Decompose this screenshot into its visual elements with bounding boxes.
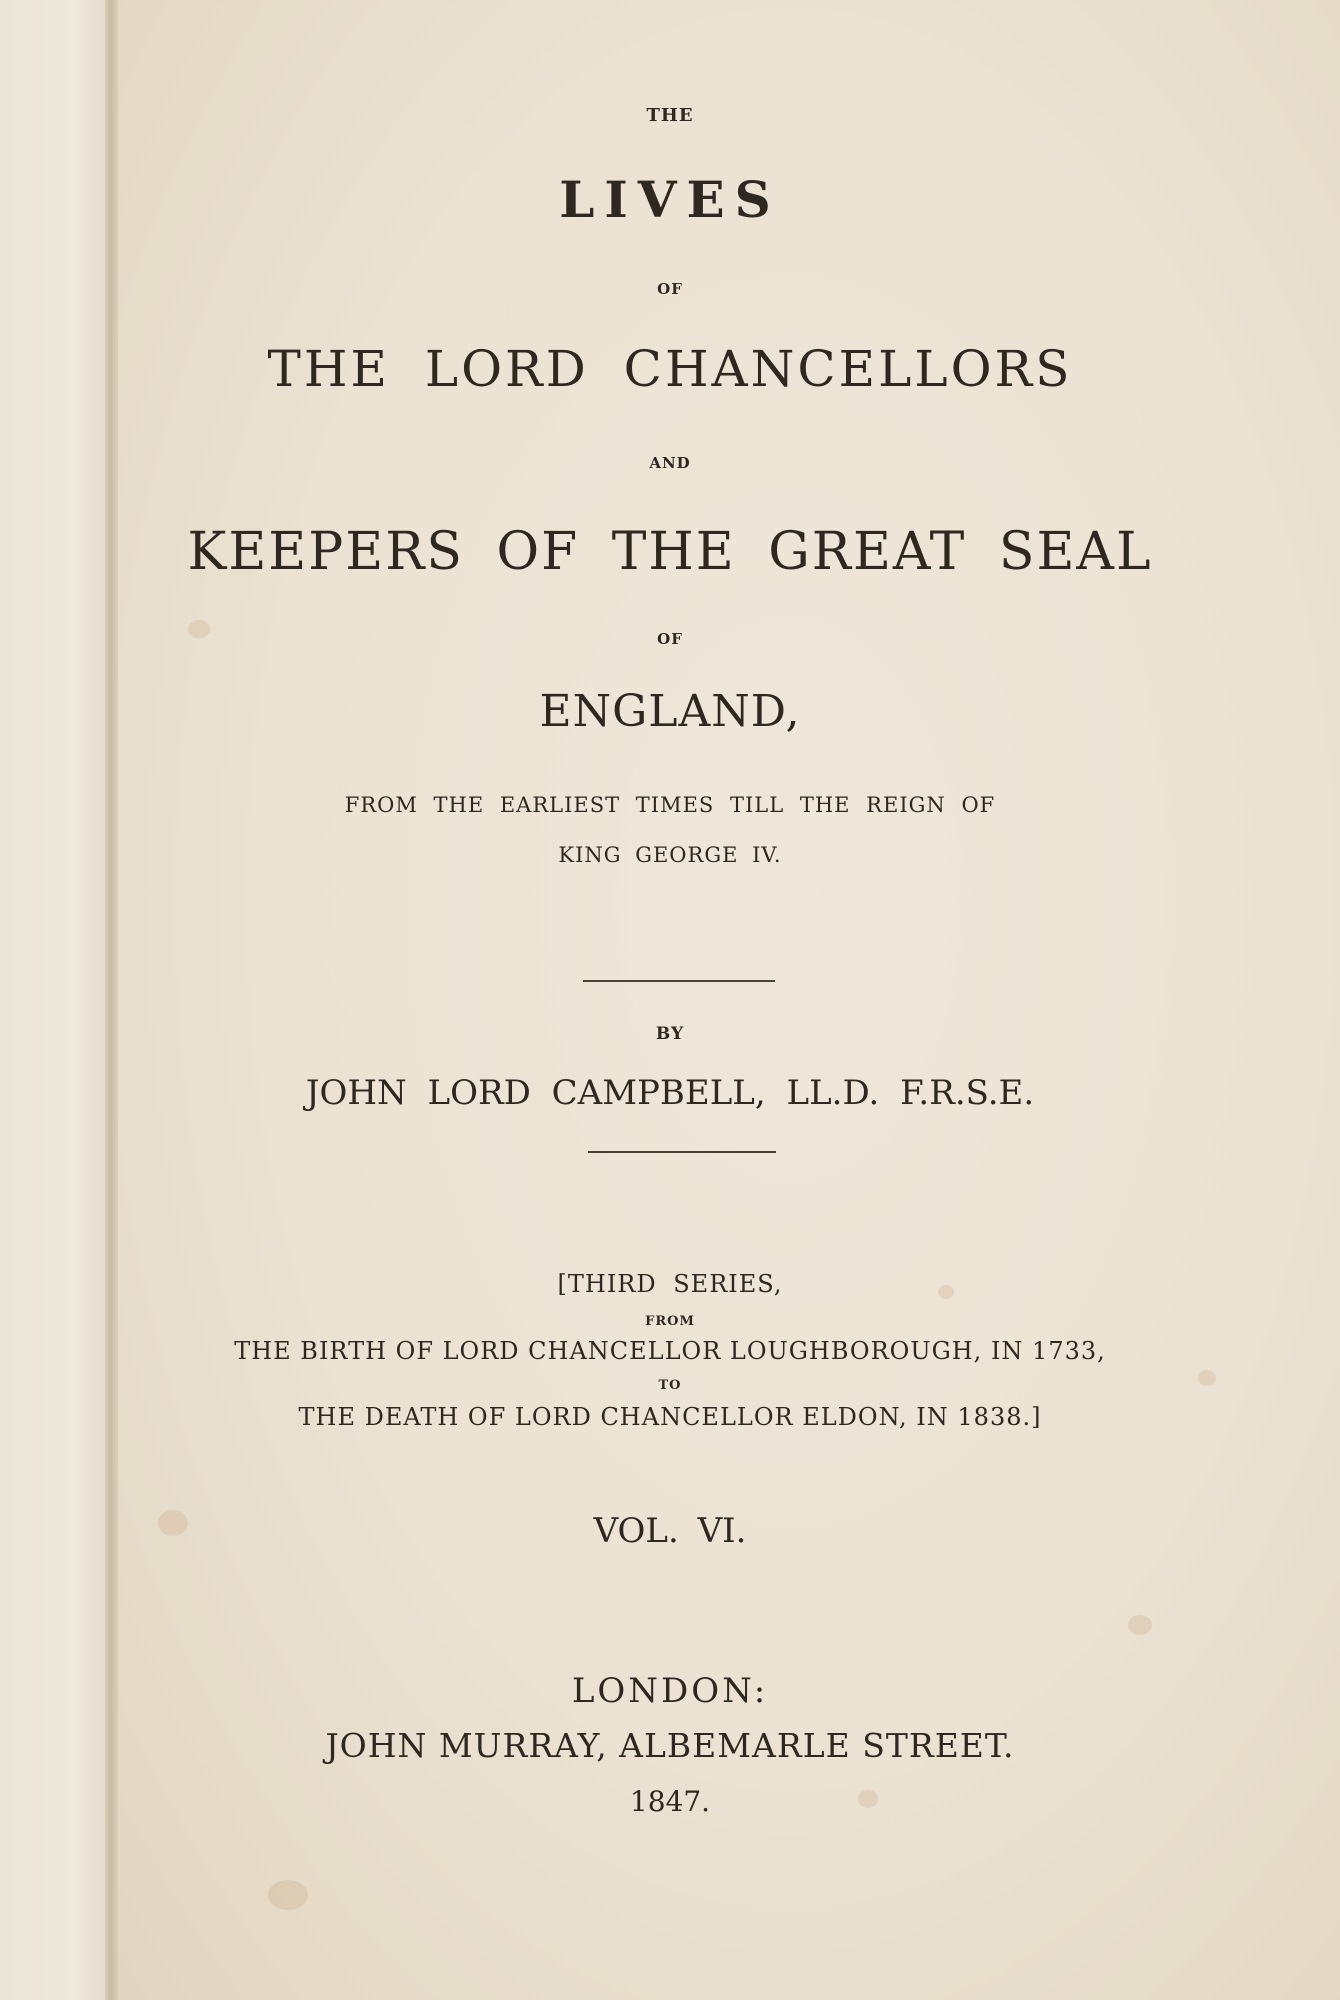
author-name: JOHN LORD CAMPBELL, LL.D. F.R.S.E. xyxy=(305,1073,1035,1113)
title-lord-chancellors: THE LORD CHANCELLORS xyxy=(267,340,1073,398)
title-keepers: KEEPERS OF THE GREAT SEAL xyxy=(187,522,1153,582)
title-and: AND xyxy=(649,454,691,472)
imprint-year: 1847. xyxy=(629,1785,711,1818)
volume-number: VOL. VI. xyxy=(593,1511,747,1551)
imprint-publisher: JOHN MURRAY, ALBEMARLE STREET. xyxy=(325,1726,1015,1765)
series-to: TO xyxy=(658,1378,682,1393)
title-of-2: OF xyxy=(657,630,683,648)
title-of-1: OF xyxy=(657,280,683,298)
divider-rule xyxy=(588,1151,776,1153)
series-line-1: [THIRD SERIES, xyxy=(557,1270,783,1298)
title-england: ENGLAND, xyxy=(539,686,801,737)
title-lives: LIVES xyxy=(559,170,781,229)
title-the: THE xyxy=(646,105,694,126)
series-from: FROM xyxy=(645,1314,695,1329)
series-line-2: THE BIRTH OF LORD CHANCELLOR LOUGHBOROUGH, IN 1733, xyxy=(234,1337,1106,1365)
foxing-spot xyxy=(268,1880,308,1910)
imprint-place: LONDON: xyxy=(571,1671,769,1711)
subtitle-line-1: FROM THE EARLIEST TIMES TILL THE REIGN OF xyxy=(344,793,996,817)
by-label: BY xyxy=(655,1024,685,1044)
series-line-3: THE DEATH OF LORD CHANCELLOR ELDON, IN 1838.] xyxy=(298,1403,1042,1431)
divider-rule xyxy=(583,980,775,982)
subtitle-line-2: KING GEORGE IV. xyxy=(558,843,782,867)
foxing-spot xyxy=(1128,1615,1152,1635)
